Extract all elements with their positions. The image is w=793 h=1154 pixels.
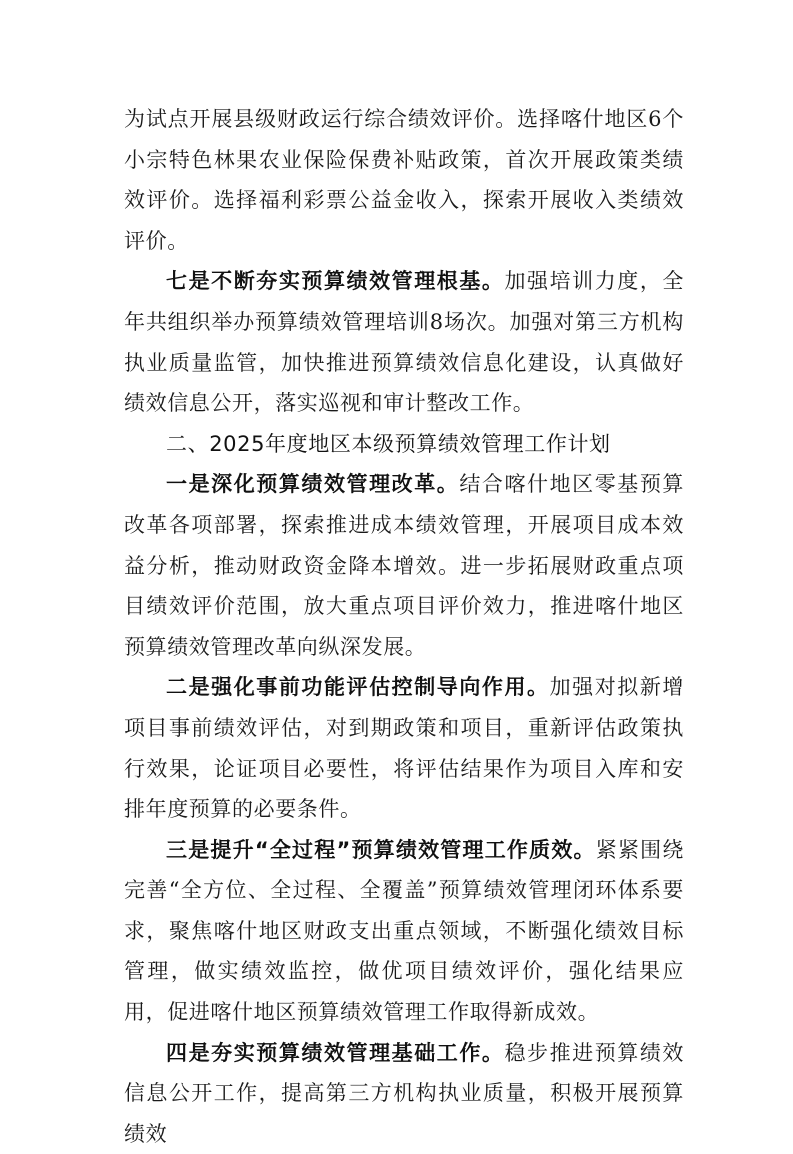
paragraph-text: 加强对拟新增项目事前绩效评估，对到期政策和项目，重新评估政策执行效果，论证项目必要性，将评估结果作为项目入库和安排年度预算的必要条件。	[124, 675, 684, 822]
paragraph-item-seven	[124, 261, 684, 423]
paragraph-text: 稳步推进预算绩效信息公开工作，提高第三方机构执业质量，积极开展预算绩效	[124, 1040, 684, 1146]
section-heading: 二、2025年度地区本级预算绩效管理工作计划	[166, 431, 611, 456]
paragraph-plan-three	[124, 830, 684, 1033]
paragraph-text: 紧紧围绕完善“全方位、全过程、全覆盖”预算绩效管理闭环体系要求，聚焦喀什地区财政支出重点领域，不断强化绩效目标管理，做实绩效监控，做优项目绩效评价，强化结果应用，促进喀什地区预算绩效管理工作取得新成效。	[124, 837, 684, 1025]
paragraph-plan-one	[124, 464, 684, 667]
paragraph-text: 加强培训力度，全年共组织举办预算绩效管理培训8场次。加强对第三方机构执业质量监管，加快推进预算绩效信息化建设，认真做好绩效信息公开，落实巡视和审计整改工作。	[124, 269, 684, 416]
paragraph-lead: 七是不断夯实预算绩效管理根基。	[166, 269, 505, 294]
paragraph-lead: 四是夯实预算绩效管理基础工作。	[166, 1040, 505, 1065]
document-body	[124, 99, 684, 1154]
paragraph-plan-four	[124, 1033, 684, 1154]
paragraph-lead: 二是强化事前功能评估控制导向作用。	[166, 675, 550, 700]
paragraph-lead: 三是提升“全过程”预算绩效管理工作质效。	[166, 837, 596, 862]
paragraph-plan-two	[124, 667, 684, 829]
paragraph-text: 为试点开展县级财政运行综合绩效评价。选择喀什地区6个小宗特色林果农业保险保费补贴政策，首次开展政策类绩效评价。选择福利彩票公益金收入，探索开展收入类绩效评价。	[124, 107, 684, 253]
paragraph-lead: 一是深化预算绩效管理改革。	[166, 472, 460, 497]
paragraph-county-evaluation	[124, 99, 684, 261]
paragraph-text: 结合喀什地区零基预算改革各项部署，探索推进成本绩效管理，开展项目成本效益分析，推动财政资金降本增效。进一步拓展财政重点项目绩效评价范围，放大重点项目评价效力，推进喀什地区预算绩效管理改革向纵深发展。	[124, 472, 684, 659]
